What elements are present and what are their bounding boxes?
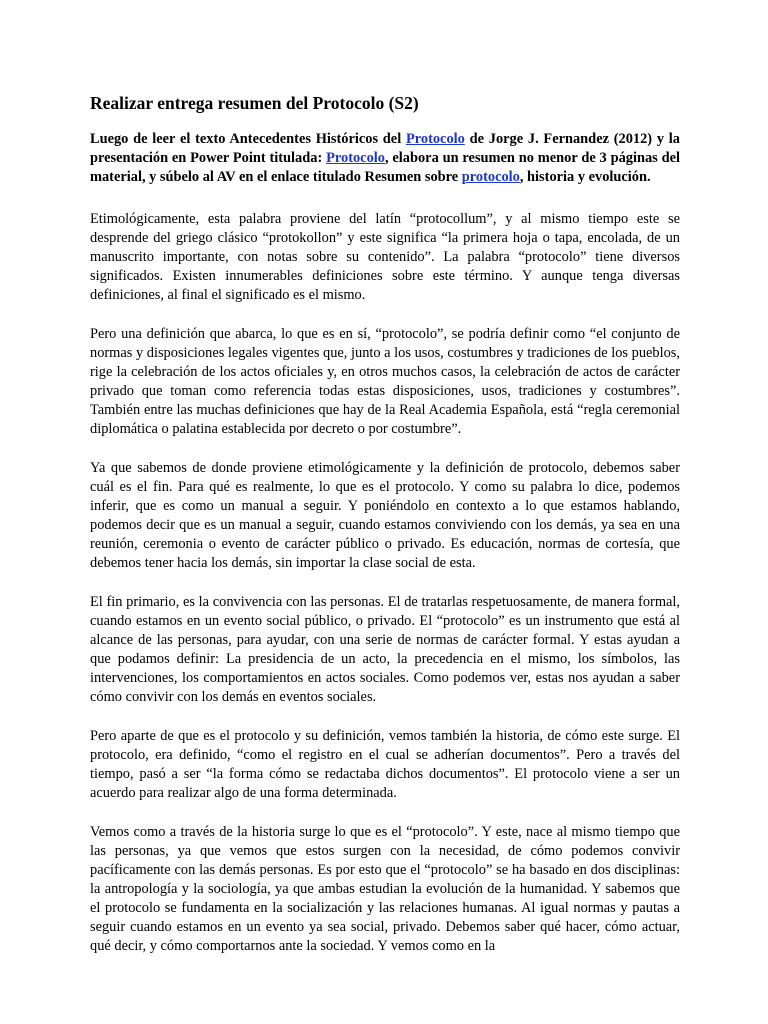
paragraph-fin: Ya que sabemos de donde proviene etimológicamente y la definición de protocolo, debemos saber cuál es el fin. Para qué es realmente, lo que es el protocolo. Y como su palabra lo dice, podemos inferir, que es como un manual a seguir. Y poniéndolo en contexto a lo que estamos hablando, podemos decir que es un manual a seguir, cuando estamos conviviendo con los demás, ya sea en una reunión, ceremonia o evento de carácter público o privado. Es educación, normas de cortesía, que debemos tener hacia los demás, sin importar la clase social de esta. bbox=[90, 459, 680, 571]
intro-text-1: Luego de leer el texto Antecedentes Históricos del bbox=[90, 131, 406, 147]
intro-text-2: de Jorge J. Fernandez (2012) y la presentación en Power Point titulada: bbox=[90, 131, 680, 167]
paragraph-evolucion: Vemos como a través de la historia surge lo que es el “protocolo”. Y este, nace al mismo tiempo que las personas, ya que vemos que estos surgen con la necesidad, de cómo podemos convivir pacíficamente con las demás personas. Es por esto que el “protocolo” se ha basado en dos disciplinas: la antropología y la sociología, ya que ambas estudian la evolución de la humanidad. Y sabemos que el protocolo se fundamenta en la socialización y las relaciones humanas. Al igual normas y pautas a seguir cuando estamos en un evento ya sea social, privado. Debemos saber qué hacer, cómo actuar, qué decir, y cómo comportarnos ante la sociedad. Y vemos como en la bbox=[90, 823, 680, 954]
paragraph-fin-primario: El fin primario, es la convivencia con las personas. El de tratarlas respetuosamente, de manera formal, cuando estamos en un evento social público, o privado. El “protocolo” es un instrumento que está al alcance de las personas, para ayudar, con una serie de normas de carácter formal. Y estas ayudan a que podamos definir: La presidencia de un acto, la precedencia en el mismo, los símbolos, las intervenciones, los comportamientos en actos sociales. Como podemos ver, estas nos ayudan a saber cómo convivir con los demás en eventos sociales. bbox=[90, 593, 680, 705]
paragraph-definicion: Pero una definición que abarca, lo que es en sí, “protocolo”, se podría definir como “el conjunto de normas y disposiciones legales vigentes que, junto a los usos, costumbres y tradiciones de los pueblos, rige la celebración de los actos oficiales y, en otros muchos casos, la celebración de actos de carácter privado que toman como referencia todas estas disposiciones, usos, tradiciones y costumbres”. También entre las muchas definiciones que hay de la Real Academia Española, está “regla ceremonial diplomática o palatina establecida por decreto o por costumbre”. bbox=[90, 325, 680, 437]
intro-text-3: , elabora un resumen no menor de 3 páginas del material, y súbelo al AV en el enlace titulado Resumen sobre bbox=[90, 150, 680, 186]
intro-text-4: , historia y evolución. bbox=[519, 169, 651, 186]
paragraph-historia: Pero aparte de que es el protocolo y su definición, vemos también la historia, de cómo este surge. El protocolo, era definido, “como el registro en el cual se adherían documentos”. Pero a través del tiempo, pasó a ser “la forma cómo se redactaba dichos documentos”. El protocolo viene a ser un acuerdo para realizar algo de una forma determinada. bbox=[90, 727, 680, 801]
resumen-protocolo-link[interactable]: protocolo bbox=[461, 169, 520, 186]
paragraph-etimologia: Etimológicamente, esta palabra proviene del latín “protocollum”, y al mismo tiempo este se desprende del griego clásico “protokollon” y este significa “la primera hoja o tapa, encolada, de un manuscrito importante, con notas sobre su contenido”. La palabra “protocolo” tiene diversos significados. Existen innumerables definiciones sobre este término. Y aunque tenga diversas definiciones, al final el significado es el mismo. bbox=[90, 210, 680, 303]
assignment-instructions bbox=[90, 130, 680, 188]
protocolo-text-link[interactable]: Protocolo bbox=[405, 131, 465, 147]
document-page bbox=[90, 92, 680, 976]
document-title: Realizar entrega resumen del Protocolo (S2) bbox=[90, 93, 419, 113]
protocolo-presentation-link[interactable]: Protocolo bbox=[326, 150, 385, 167]
